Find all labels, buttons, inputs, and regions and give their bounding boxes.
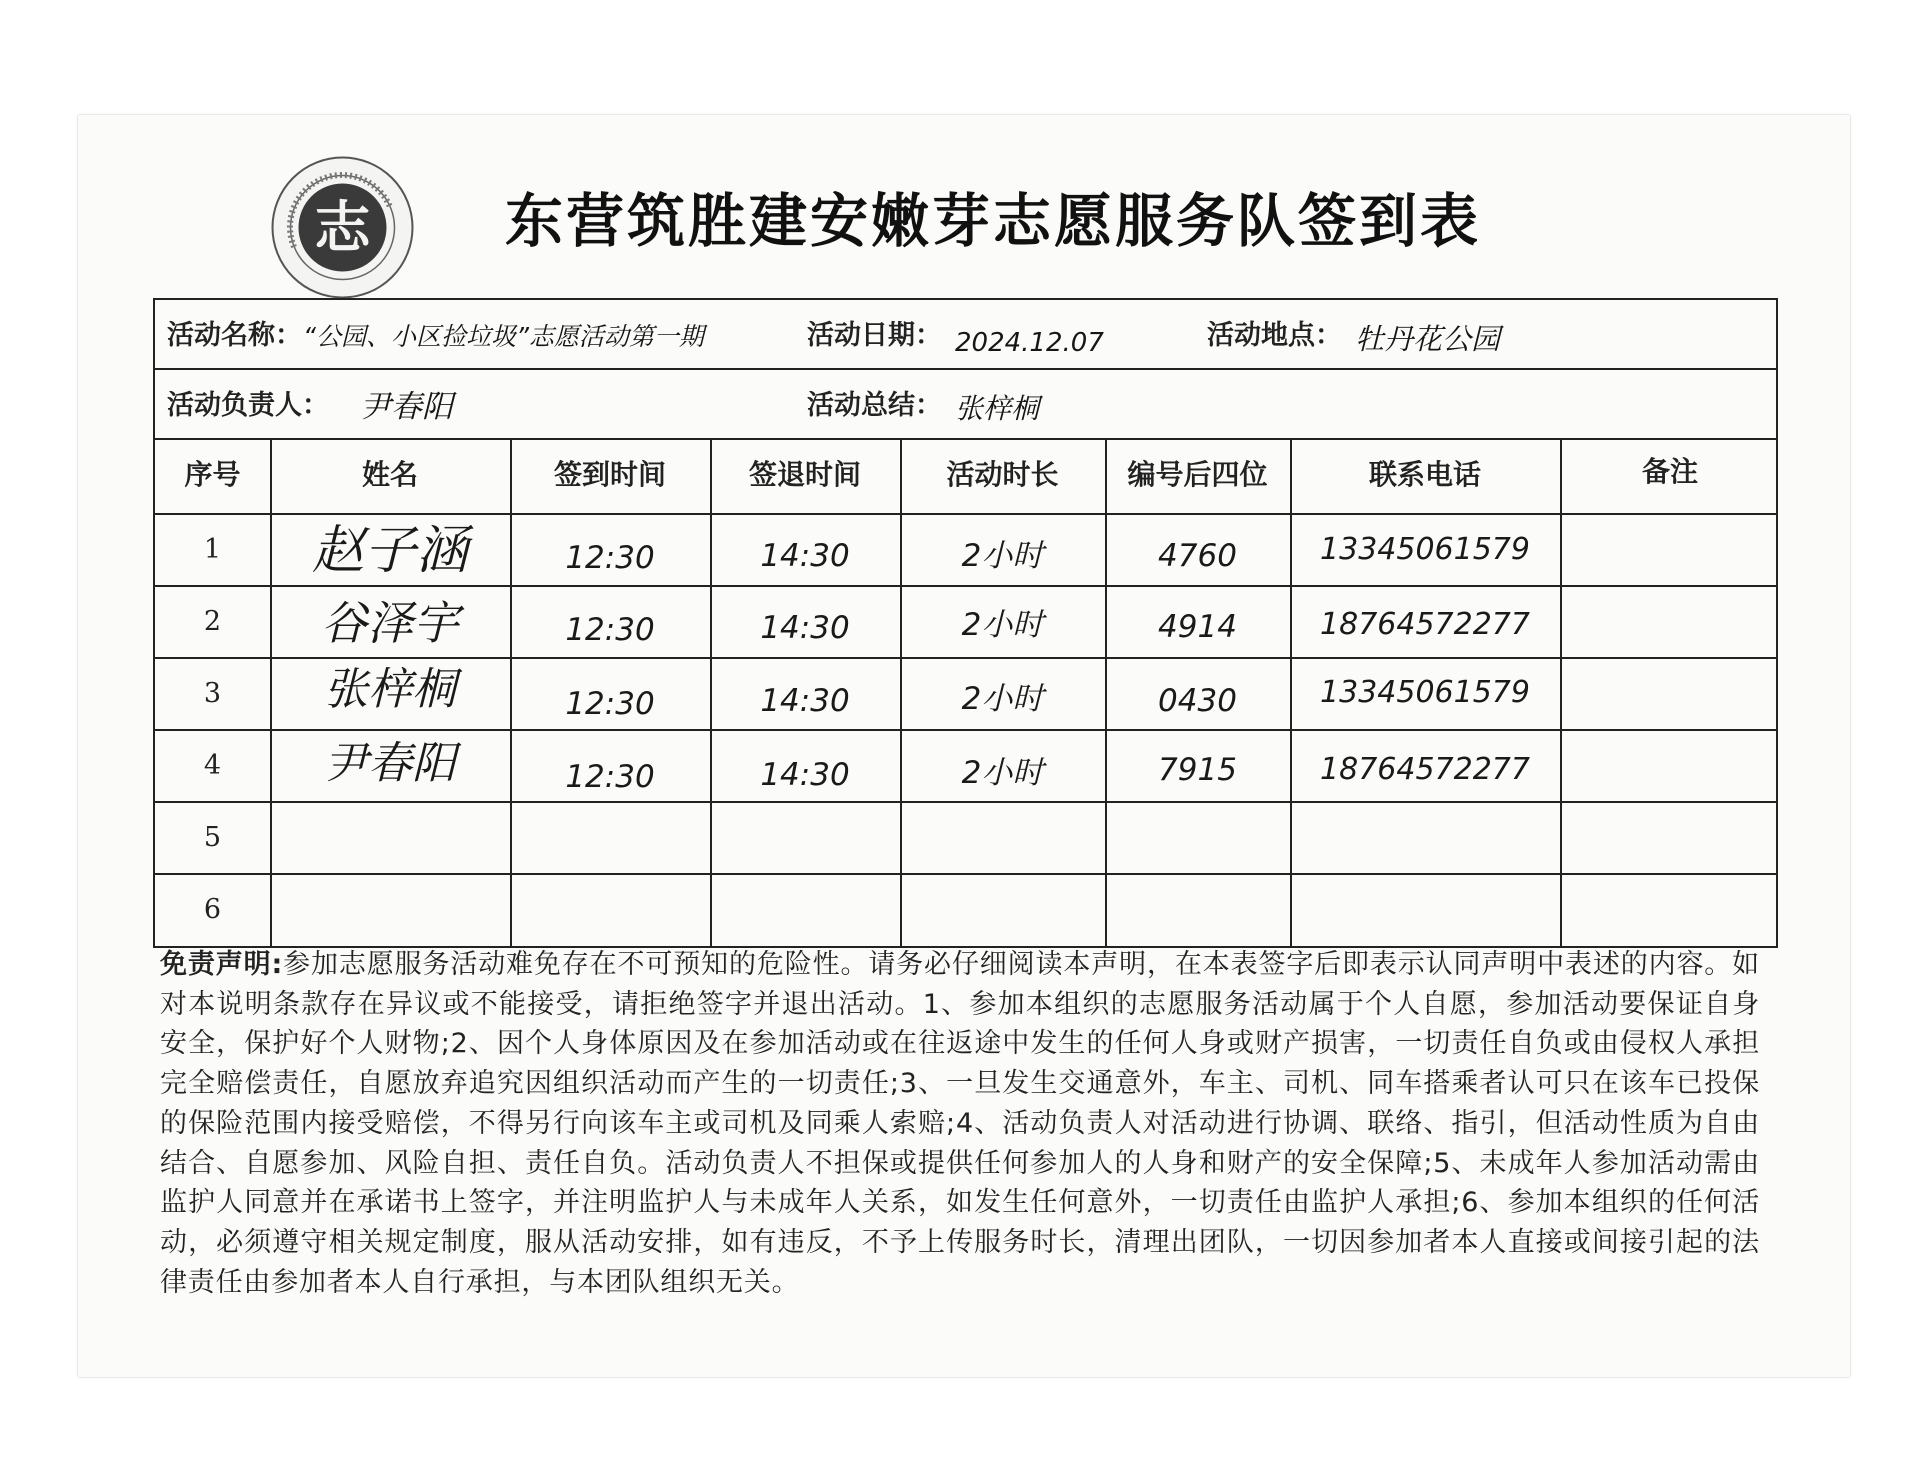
header-note: 备注 [1641, 455, 1698, 488]
row-1-duration: 2小时 [961, 538, 1044, 574]
summary-value: 张梓桐 [955, 392, 1040, 425]
row-4-no: 4 [203, 750, 222, 781]
header-name: 姓名 [361, 458, 418, 491]
row-2-sign-in: 12:30 [565, 612, 655, 648]
disclaimer-text: 参加志愿服务活动难免存在不可预知的危险性。请务必仔细阅读本声明，在本表签字后即表示认同声明中表述的内容。如对本说明条款存在异议或不能接受，请拒绝签字并退出活动。1、参加本组织的志愿服务活动属于个人自愿，参加活动要保证自身安全，保护好个人财物;2、因个人身体原因及在参加活动或在往返途中发生的任何人身或财产损害，一切责任自负或由侵权人承担完全赔偿责任，自愿放弃追究因组织活动而产生的一切责任;3、一旦发生交通意外，车主、司机、同车搭乘者认可只在该车已投保的保险范围内接受赔偿，不得另行向该车主或司机及同乘人索赔;4、活动负责人对活动进行协调、联络、指引，但活动性质为自由结合、自愿参加、风险自担、责任自负。活动负责人不担保或提供任何参加人的人身和财产的安全保障;5、未成年人参加活动需由监护人同意并在承诺书上签字，并注明监护人与未成年人关系，如发生任何意外，一切责任由监护人承担;6、参加本组织的任何活动，必须遵守相关规定制度，服从活动安排，如有违反，不予上传服务时长，清理出团队，一切因参加者本人直接或间接引起的法律责任由参加者本人自行承担，与本团队组织无关。 [160, 949, 1760, 1298]
svg-text:志: 志 [314, 195, 371, 261]
disclaimer-label: 免责声明: [160, 949, 284, 980]
row-3-phone: 13345061579 [1320, 675, 1530, 710]
row-3-duration: 2小时 [961, 681, 1044, 717]
leader-label: 活动负责人： [167, 390, 329, 421]
row-4-name: 尹春阳 [324, 738, 456, 789]
sign-in-table [153, 298, 1778, 948]
row-1-sign-in: 12:30 [565, 540, 655, 576]
row-2-sign-out: 14:30 [760, 610, 850, 646]
row-1-phone: 13345061579 [1320, 532, 1530, 567]
leader-value: 尹春阳 [360, 389, 453, 425]
row-4-sign-out: 14:30 [760, 757, 850, 793]
row-6-no: 6 [203, 894, 222, 925]
row-1-name: 赵子涵 [311, 521, 468, 581]
header-phone: 联系电话 [1368, 458, 1481, 491]
header-sign-in-time: 签到时间 [553, 458, 666, 491]
activity-place-label: 活动地点： [1207, 320, 1342, 351]
activity-date-value: 2024.12.07 [955, 328, 1104, 358]
row-2-no: 2 [203, 606, 222, 637]
row-4-duration: 2小时 [961, 755, 1044, 791]
header-id-last4: 编号后四位 [1127, 458, 1268, 491]
volunteer-seal-logo [270, 155, 415, 300]
header-sign-out-time: 签退时间 [748, 458, 861, 491]
activity-place-value: 牡丹花公园 [1355, 322, 1501, 356]
summary-label: 活动总结： [807, 390, 942, 421]
activity-name-value: “公园、小区捡垃圾”志愿活动第一期 [303, 322, 704, 351]
page-title: 东营筑胜建安嫩芽志愿服务队签到表 [505, 187, 1482, 255]
row-1-no: 1 [203, 534, 222, 565]
row-1-id-last4: 4760 [1158, 538, 1237, 574]
header-no: 序号 [184, 458, 241, 491]
row-4-id-last4: 7915 [1158, 752, 1237, 788]
row-4-phone: 18764572277 [1320, 752, 1530, 787]
disclaimer [160, 945, 1760, 1302]
activity-name-label: 活动名称： [167, 320, 302, 351]
activity-date-label: 活动日期： [807, 320, 942, 351]
row-2-name: 谷泽宇 [321, 596, 459, 650]
row-1-sign-out: 14:30 [760, 538, 850, 574]
row-3-sign-in: 12:30 [565, 686, 655, 722]
row-3-id-last4: 0430 [1158, 683, 1237, 719]
row-2-phone: 18764572277 [1320, 607, 1530, 642]
header-duration: 活动时长 [946, 458, 1059, 491]
row-3-sign-out: 14:30 [760, 683, 850, 719]
row-5-no: 5 [203, 822, 222, 853]
row-4-sign-in: 12:30 [565, 759, 655, 795]
row-3-name: 张梓桐 [324, 664, 456, 715]
row-3-no: 3 [203, 678, 222, 709]
row-2-id-last4: 4914 [1158, 609, 1237, 645]
row-2-duration: 2小时 [961, 607, 1044, 643]
